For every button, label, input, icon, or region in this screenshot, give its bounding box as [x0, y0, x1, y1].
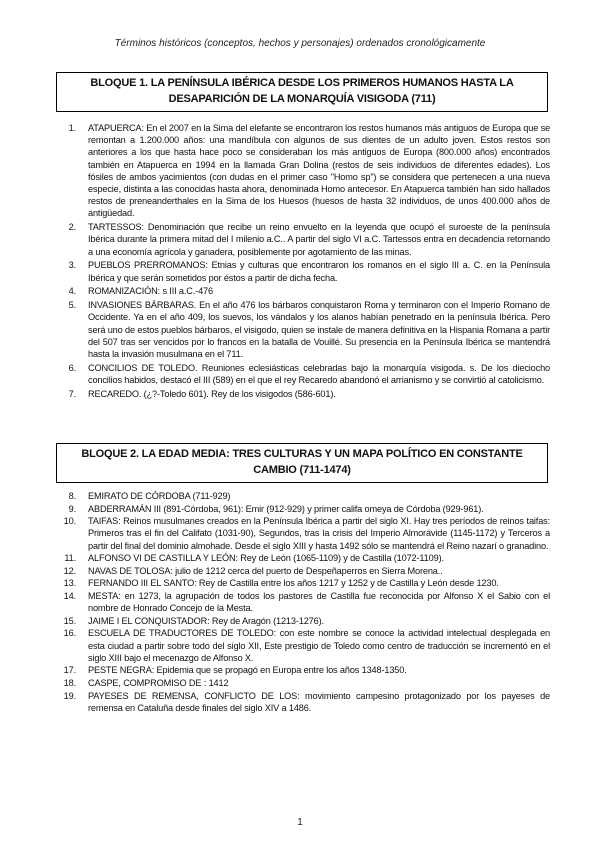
term-item [50, 677, 550, 689]
term-number: 14. [63, 590, 76, 601]
block-1-title: BLOQUE 1. LA PENÍNSULA IBÉRICA DESDE LOS PRIMEROS HUMANOS HASTA LA DESAPARICIÓN DE LA MONARQUÍA VISIGODA (711) [56, 72, 548, 112]
block-2-title: BLOQUE 2. LA EDAD MEDIA: TRES CULTURAS Y UN MAPA POLÍTICO EN CONSTANTE CAMBIO (711-1474) [56, 443, 548, 483]
term-number: 2. [68, 222, 76, 233]
term-item [50, 565, 550, 577]
term-text: TARTESSOS: Denominación que recibe un reino envuelto en la leyenda que ocupó el suroeste de la península Ibérica durante la primera mitad del I milenio a.C.. A partir del siglo VI a.C. Tartessos entra en decadencia retornando a una economía agrícola y ganadera, posiblemente por agotamiento de las minas. [88, 222, 550, 257]
term-text: PUEBLOS PRERROMANOS: Etnias y culturas que encontraron los romanos en el siglo III a. C. en la Península Ibérica y que serán sometidos por éstos a partir de dicha fecha. [88, 260, 550, 283]
term-number: 3. [68, 260, 76, 271]
term-text: INVASIONES BÁRBARAS. En el año 476 los bárbaros conquistaron Roma y terminaron con el Imperio Romano de Occidente. Ya en el año 409, los suevos, los vándalos y los alanos habían penetrado en la península Ibérica. Pero será uno de estos pueblos bárbaros, el visigodo, quien se instale de manera definitiva en la Hispania Romana a partir del 507 tras ser vencidos por lo francos en la batalla de Vouillé. Su presencia en la Península Ibérica se mantendrá hasta la invasión musulmana en el 711. [88, 300, 550, 360]
term-text: ABDERRAMÁN III (891-Córdoba, 961): Emir (912-929) y primer califa omeya de Córdoba (929-961). [88, 503, 484, 514]
term-number: 11. [64, 553, 76, 564]
term-number: 8. [68, 491, 76, 501]
term-item [50, 259, 550, 283]
term-item [50, 285, 550, 297]
term-text: ALFONSO VI DE CASTILLA Y LEÓN: Rey de León (1065-1109) y de Castilla (1072-1109). [88, 553, 444, 564]
term-item [50, 590, 550, 614]
term-text: PAYESES DE REMENSA, CONFLICTO DE LOS: movimiento campesino protagonizado por los payeses de remensa en Cataluña desde finales del siglo XIV a 1486. [88, 690, 550, 713]
term-item [50, 690, 550, 714]
term-text: JAIME I EL CONQUISTADOR: Rey de Aragón (1213-1276). [88, 615, 324, 626]
term-number: 1. [68, 123, 76, 133]
term-number: 17. [63, 665, 76, 676]
page-header: Términos históricos (conceptos, hechos y personajes) ordenados cronológicamente [114, 38, 486, 49]
block-1-term-list [50, 122, 550, 402]
term-text: TAIFAS: Reinos musulmanes creados en la Península Ibérica a partir del siglo XI. Hay tres períodos de reinos taifas: Primeros tras el fin del Califato (1031-90), Segundos, tras la crisis del Imperio Almorávide (1145-1172) y Terceros a partir del final del dominio almohade. Desde el siglo XIII y hasta 1492 sólo se mantendrá el Reino nazarí o granadino. [88, 516, 550, 551]
term-item [50, 627, 550, 664]
block-2-term-list [50, 490, 550, 714]
term-item [50, 552, 550, 564]
term-item [50, 299, 550, 360]
term-text: FERNANDO III EL SANTO: Rey de Castilla entre los años 1217 y 1252 y de Castilla y León desde 1230. [88, 578, 499, 589]
term-number: 19. [63, 690, 76, 701]
term-number: 4. [68, 286, 76, 297]
term-item [50, 664, 550, 676]
term-number: 18. [63, 677, 76, 688]
term-text: CONCILIOS DE TOLEDO. Reuniones eclesiásticas celebradas bajo la monarquía visigoda. s. De los dieciocho concilios habidos, destacó el III (589) en el que el rey Recaredo abandonó el arrianismo y se convirtió al catolicismo. [88, 362, 550, 386]
term-text: EMIRATO DE CÓRDOBA (711-929) [88, 491, 231, 501]
term-item [50, 362, 550, 386]
term-number: 7. [68, 388, 76, 399]
term-item [50, 577, 550, 589]
term-text: NAVAS DE TOLOSA: julio de 1212 cerca del puerto de Despeñaperros en Sierra Morena.. [88, 565, 443, 576]
term-item [50, 490, 550, 502]
term-item [50, 221, 550, 258]
term-text: RECAREDO. (¿?-Toledo 601). Rey de los visigodos (586-601). [88, 388, 336, 399]
term-number: 9. [68, 503, 76, 514]
term-item [50, 515, 550, 552]
term-text: CASPE, COMPROMISO DE : 1412 [88, 677, 229, 688]
term-number: 16. [63, 628, 76, 639]
term-number: 13. [63, 578, 76, 589]
page-number: 1 [297, 817, 303, 828]
term-number: 5. [68, 300, 76, 311]
term-item [50, 503, 550, 515]
term-number: 12. [63, 565, 76, 576]
term-number: 6. [68, 362, 76, 373]
term-number: 10. [63, 516, 76, 527]
term-item [50, 122, 550, 220]
term-text: ESCUELA DE TRADUCTORES DE TOLEDO: con este nombre se conoce la actividad intelectual desplegada en esta ciudad a partir sobre todo del siglo XII, Este prestigio de Toledo como centro de traducción se incrementó en el siglo XIII bajo el mecenazgo de Alfonso X. [88, 628, 550, 663]
term-text: ROMANIZACIÓN: s III a.C.-476 [88, 286, 213, 297]
term-item [50, 615, 550, 627]
term-text: PESTE NEGRA: Epidemia que se propagó en Europa entre los años 1348-1350. [88, 665, 407, 676]
term-number: 15. [63, 615, 76, 626]
term-text: MESTA: en 1273, la agrupación de todos los pastores de Castilla fue reconocida por Alfonso X el Sabio con el nombre de Honrado Concejo de la Mesta. [88, 590, 550, 614]
term-item [50, 388, 550, 400]
term-text: ATAPUERCA: En el 2007 en la Sima del elefante se encontraron los restos humanos más antiguos de Europa que se remontan a 1.200.000 años: una mandíbula con algunos de sus dientes de un adulto joven. Estos restos son anteriores a los que hasta hace poco se consideraban los más antiguos de Europa (800.000 años) encontrados también en Atapuerca en 1994 en la llamada Gran Dolina (restos de seis individuos de diferentes edades). Los fósiles de ambos yacimientos (con dudas en el primer caso "Homo sp") se considera que pertenecen a una nueva especie, distinta a las conocidas hasta ahora, denominada Homo antecesor. En Atapuerca también han sido hallados restos de preneanderthales en la Sima de los Huesos (huesos de hasta 32 individuos, de unos 400.000 años de antigüedad. [88, 123, 550, 219]
